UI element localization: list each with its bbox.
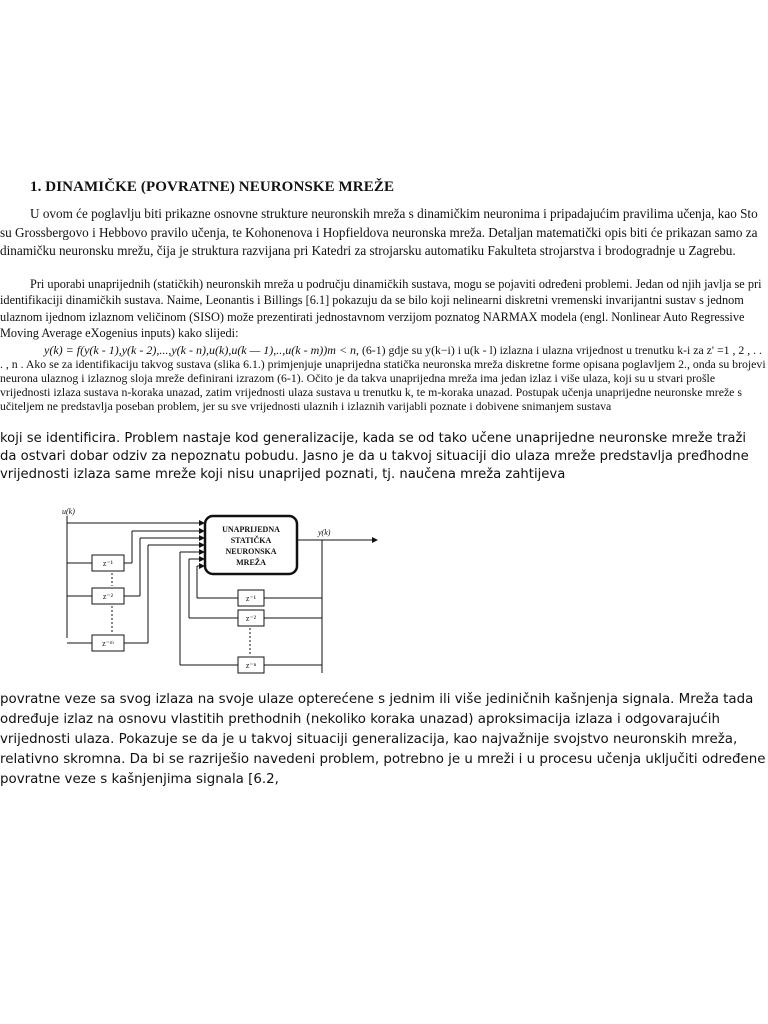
input-label: u(k): [62, 507, 75, 516]
input-delay-label-1: z⁻¹: [102, 559, 114, 568]
feedback-delay-label-2: z⁻²: [245, 614, 257, 623]
narmax-equation: y(k) = f(y(k - 1),y(k - 2),...,y(k - n),u(k),u(k — 1),..,u(k - m))m < n: [44, 343, 357, 357]
feedback-network-diagram: [52, 503, 392, 683]
block-line-2: STATIČKA: [230, 536, 272, 545]
input-delay-label-2: z⁻²: [102, 592, 114, 601]
feedback-delay-label-1: z⁻¹: [245, 594, 257, 603]
block-line-4: MREŽA: [236, 558, 266, 567]
block-line-3: NEURONSKA: [225, 547, 277, 556]
section-heading: 1. DINAMIČKE (POVRATNE) NEURONSKE MREŽE: [30, 179, 395, 195]
generalization-paragraph: koji se identificira. Problem nastaje kod generalizacije, kada se od tako učene unaprijedne neuronske mreže traži da ostvari dobar odziv za nepoznatu pobudu. Jasno je da u takvoj situaciji dio ulaza mreže predstavlja prеđhodne vrijednosti izlaza same mreže koji nisu unaprijed poznati, tj. naučena mreža zahtijeva: [0, 431, 749, 482]
block-line-1: UNAPRIJEDNA: [222, 525, 280, 534]
equation-paragraph: [0, 343, 766, 413]
output-label: y(k): [318, 528, 331, 537]
input-delay-label-m: z⁻ᵐ: [102, 639, 114, 648]
feedback-paragraph: povratne veze sa svog izlaza na svoje ulaze opterećene s jednim ili više jediničnih kašnjenja signala. Mreža tada određuje izlaz na osnovu vlastitih prethodnih (nekoliko koraka unazad) aproksimacija izlaza i odgovarajućih vrijednosti ulaza. Pokazuje se da je u takvoj situaciji generalizacija, kao najvažnije svojstvo neuronskih mreža, relativno skromna. Da bi se razriješio navedeni problem, potrebno je u mreži i u procesu učenja uključiti određene povratne veze s kašnjenjima signala [6.2,: [0, 692, 766, 787]
intro-paragraph: U ovom će poglavlju biti prikazne osnovne strukture neuronskih mreža s dinamičkim neuronima i pripadajućim pravilima učenja, kao Sto su Grossbergovo i Hebbovo pravilo učenja, te Kohonenova i Hopfieldova neuronska mreža. Detaljan matematički opis biti će prikazan samo za dinamičku neuronsku mrežu, čija je struktura razvijana pri Katedri za strojarsku automatiku Fakulteta strojarstva i brodogradnje u Zagrebu.: [0, 206, 758, 258]
identification-paragraph: Pri uporabi unaprijednih (statičkih) neuronskih mreža u području dinamičkih sustava, mogu se pojaviti određeni problemi. Jedan od njih javlja se pri identifikaciji dinamičkih sustava. Naime, Leonantis i Billings [6.1] pokazuju da se bilo koji nelinearni diskretni vremenski invarijantni sustav s jednom ulaznom ijednom izlaznom veličinom (SISO) može prezentirati jednostavnom verzijom poznatog NARMAX modela (engl. Nonlinear Auto Regressive Moving Average eXogenius inputs) kako slijedi:: [0, 277, 762, 341]
feedback-delay-label-n: z⁻ⁿ: [245, 661, 257, 670]
equation-explanation: , (6-1) gdje su y(k−i) i u(k - l) izlazna i ulazna vrijednost u trenutku k-i za z' =1 , 2 , . . . , n . Ako se za identifikaciju takvog sustava (slika 6.1.) primjenjuje unaprijedna statička neuronska mreža diskretne forme opisana poglavljem 2., onda su brojevi neurona ulaznog i izlaznog sloja mreže definirani izrazom (6-1). Očito je da takva unaprijedna mreža ima jedan izlaz i više ulaza, koji su u stvari prošle vrijednosti izlaza sustava n-koraka unazad, zatim vrijednosti ulaza sustava u trenutku k, te m-koraka unazad. Postupak učenja unaprijedne neuronske mreže s učiteljem ne predstavlja poseban problem, jer su sve vrijednosti ulaznih i izlaznih varijabli poznate i dobivene snimanjem sustava: [0, 343, 766, 413]
